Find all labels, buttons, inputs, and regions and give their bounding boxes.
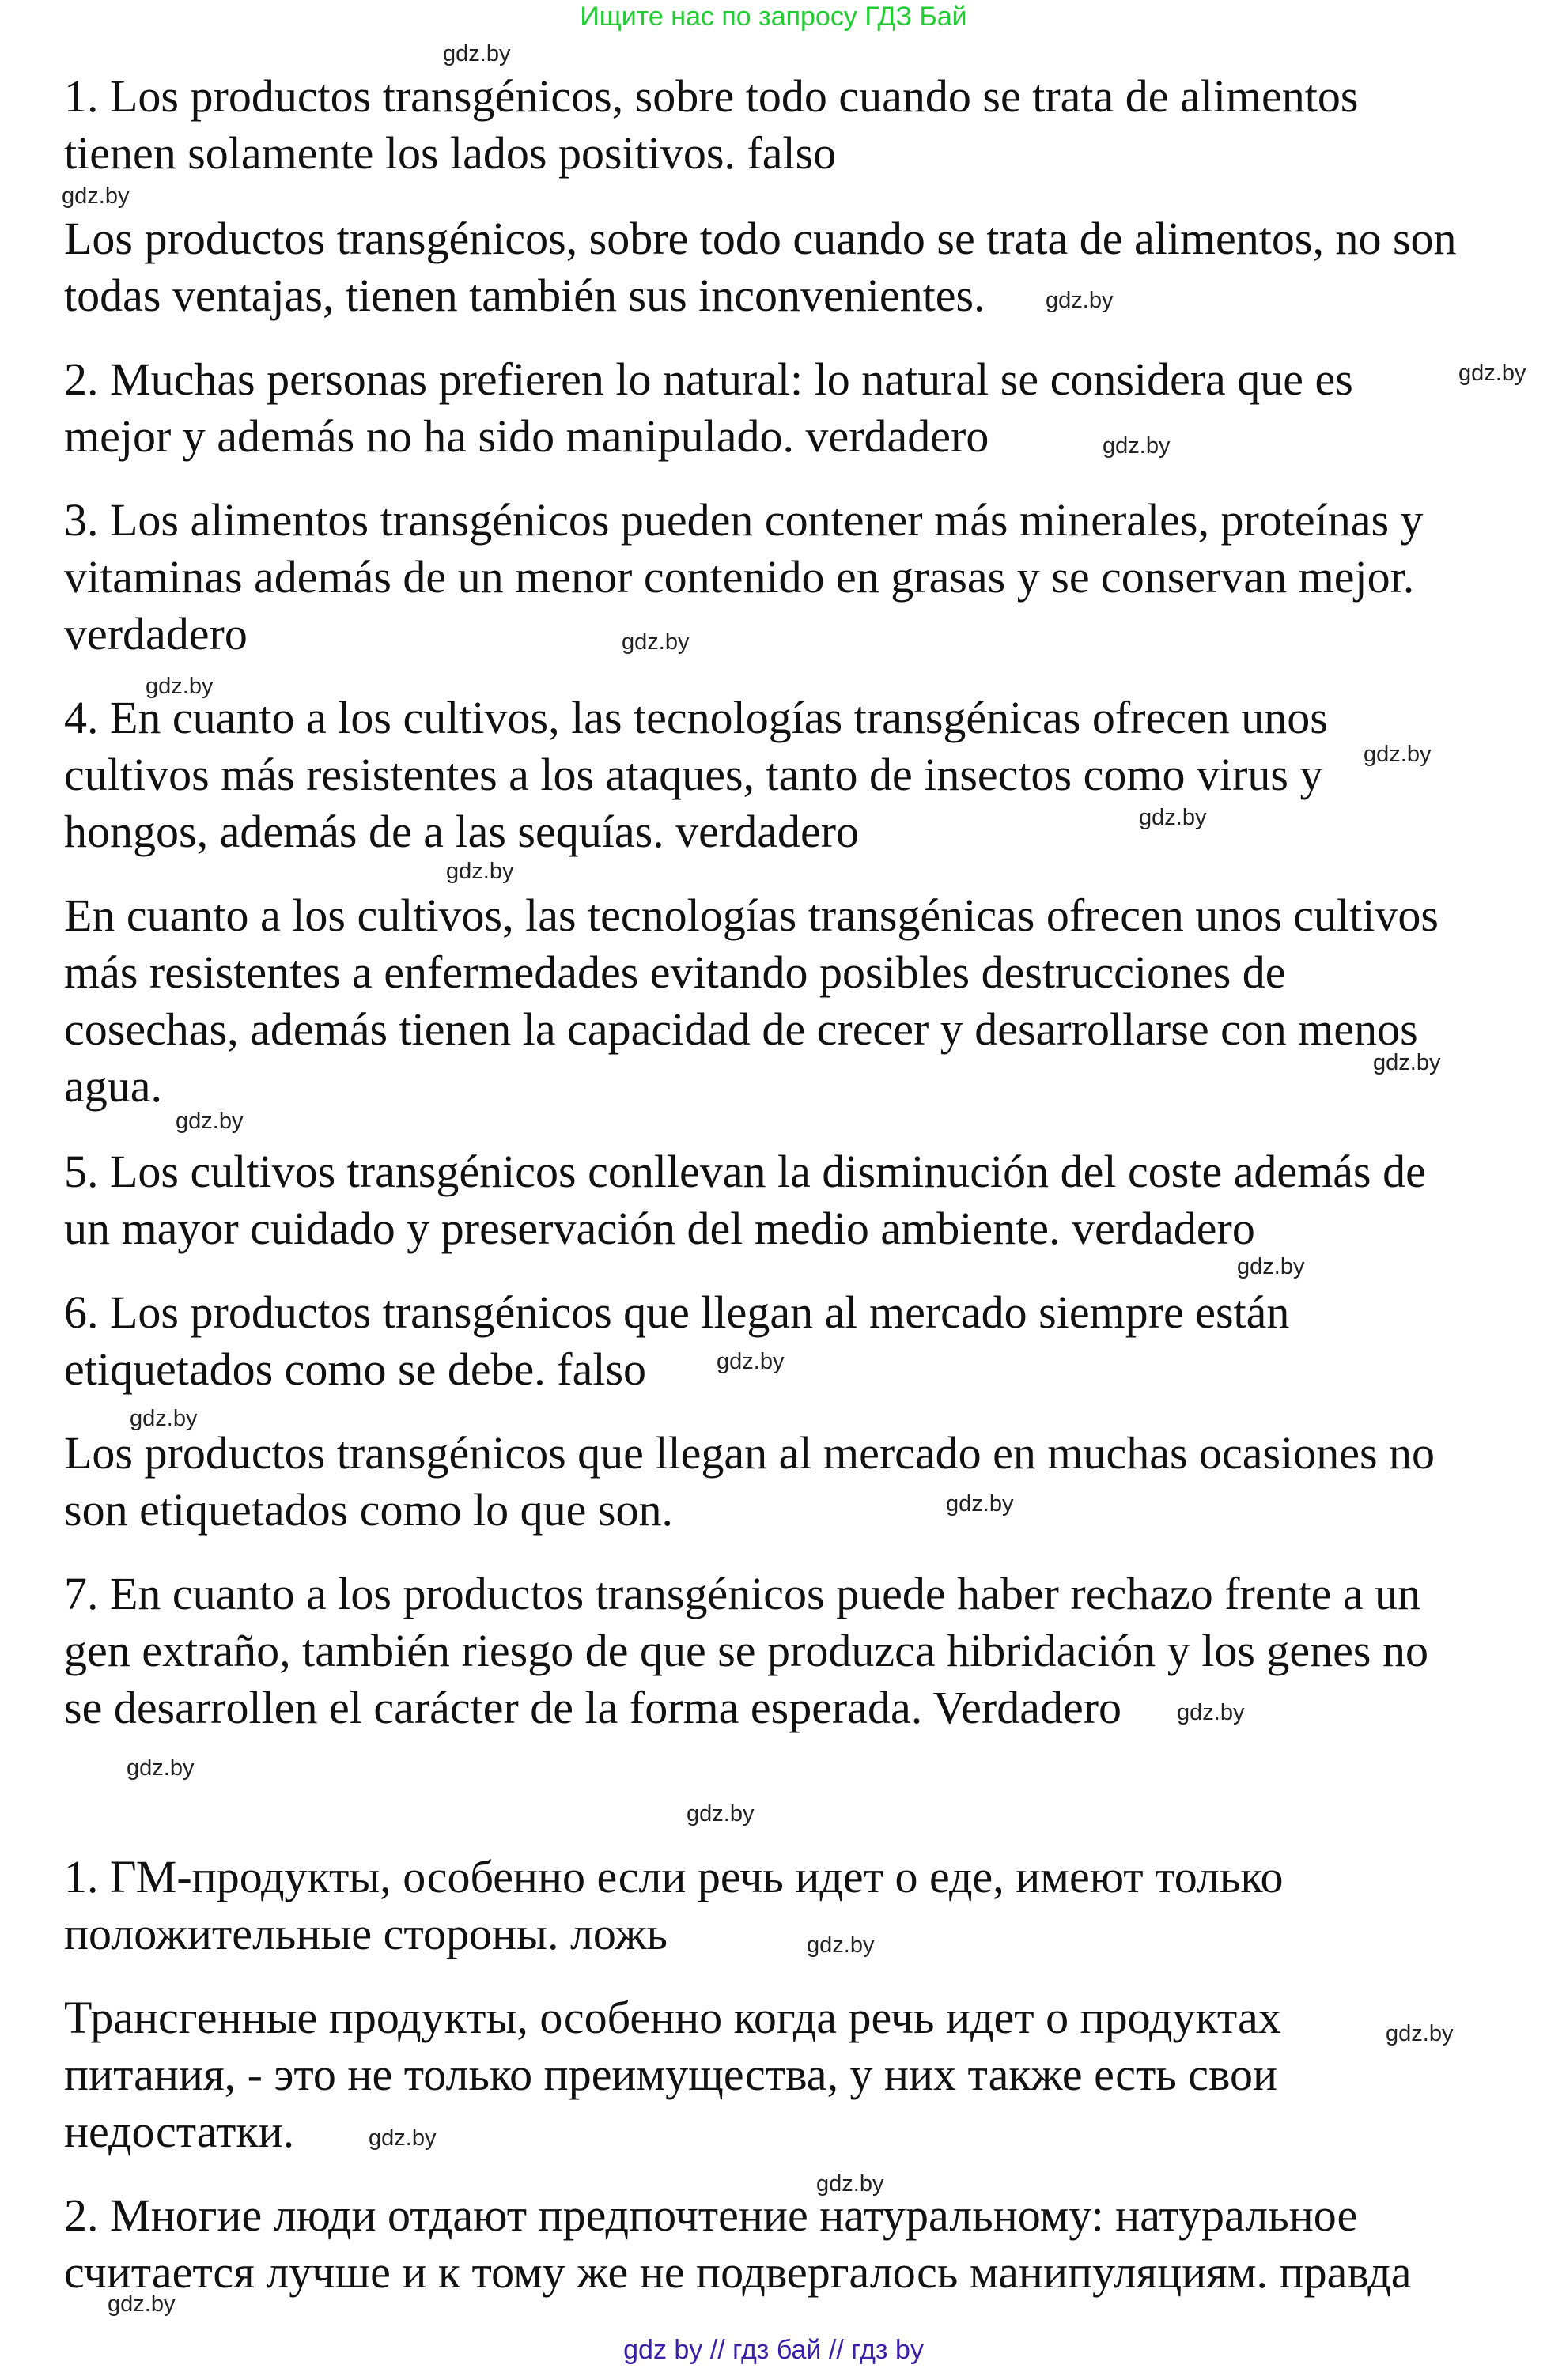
watermark: gdz.by — [127, 1755, 195, 1781]
line: cosechas, además tienen la capacidad de crecer y desarrollarse con menos — [64, 1003, 1418, 1055]
line: En cuanto a los cultivos, las tecnologías transgénicas ofrecen unos cultivos — [64, 890, 1439, 941]
paragraph-es-1-correction — [64, 210, 1457, 324]
line: son etiquetados como lo que son. — [64, 1484, 674, 1536]
watermark: gdz.by — [687, 1801, 755, 1827]
watermark: gdz.by — [717, 1349, 785, 1374]
line: se desarrollen el carácter de la forma esperada. Verdadero — [64, 1682, 1122, 1733]
watermark: gdz.by — [62, 183, 130, 209]
paragraph-ru-2 — [64, 2187, 1412, 2301]
watermark: gdz.by — [1046, 288, 1114, 313]
line: недостатки. — [64, 2106, 295, 2157]
watermark: gdz.by — [1139, 805, 1207, 830]
watermark: gdz.by — [1386, 2021, 1454, 2046]
watermark: gdz.by — [130, 1406, 198, 1431]
line: 1. Los productos transgénicos, sobre todo cuando se trata de alimentos — [64, 70, 1359, 122]
watermark: gdz.by — [146, 674, 214, 699]
watermark: gdz.by — [807, 1932, 875, 1958]
line: cultivos más resistentes a los ataques, tanto de insectos como virus y — [64, 749, 1323, 800]
line: gen extraño, también riesgo de que se produzca hibridación y los genes no — [64, 1625, 1428, 1676]
line: mejor y además no ha sido manipulado. verdadero — [64, 410, 989, 462]
watermark: gdz.by — [1237, 1254, 1305, 1279]
line: Los productos transgénicos que llegan al mercado en muchas ocasiones no — [64, 1427, 1435, 1479]
line: verdadero — [64, 608, 248, 659]
footer-links[interactable]: gdz by // гдз бай // гдз by — [623, 2335, 924, 2365]
line: etiquetados como se debe. falso — [64, 1343, 647, 1395]
watermark: gdz.by — [816, 2171, 884, 2197]
line: agua. — [64, 1060, 162, 1112]
line: считается лучше и к тому же не подвергалось манипуляциям. правда — [64, 2246, 1412, 2298]
paragraph-es-5 — [64, 1143, 1426, 1257]
line: Los productos transgénicos, sobre todo cuando se trata de alimentos, no son — [64, 213, 1457, 264]
paragraph-ru-1-statement — [64, 1849, 1284, 1963]
watermark: gdz.by — [1458, 361, 1526, 386]
watermark: gdz.by — [622, 629, 690, 655]
watermark: gdz.by — [369, 2125, 437, 2151]
line: 3. Los alimentos transgénicos pueden contener más minerales, proteínas y — [64, 494, 1424, 546]
paragraph-es-4-correction — [64, 887, 1439, 1115]
line: Трансгенные продукты, особенно когда речь идет о продуктах — [64, 1992, 1281, 2043]
line: 5. Los cultivos transgénicos conllevan la disminución del coste además de — [64, 1146, 1426, 1197]
line: питания, - это не только преимущества, у них также есть свои — [64, 2049, 1278, 2100]
watermark: gdz.by — [1103, 433, 1171, 459]
line: положительные стороны. ложь — [64, 1908, 668, 1959]
line: 7. En cuanto a los productos transgénicos puede haber rechazo frente a un — [64, 1568, 1421, 1619]
line: un mayor cuidado y preservación del medio ambiente. verdadero — [64, 1203, 1255, 1254]
line: tienen solamente los lados positivos. falso — [64, 127, 837, 179]
paragraph-es-6-correction — [64, 1425, 1435, 1539]
watermark: gdz.by — [1373, 1050, 1441, 1075]
line: todas ventajas, tienen también sus inconvenientes. — [64, 270, 985, 321]
line: hongos, además de a las sequías. verdadero — [64, 806, 860, 857]
watermark: gdz.by — [443, 41, 511, 66]
watermark: gdz.by — [176, 1109, 244, 1134]
line: 4. En cuanto a los cultivos, las tecnologías transgénicas ofrecen unos — [64, 692, 1328, 743]
watermark: gdz.by — [1177, 1700, 1245, 1725]
line: 1. ГМ-продукты, особенно если речь идет о еде, имеют только — [64, 1851, 1284, 1902]
line: 2. Muchas personas prefieren lo natural: lo natural se considera que es — [64, 353, 1353, 405]
watermark: gdz.by — [946, 1491, 1014, 1517]
line: 6. Los productos transgénicos que llegan al mercado siempre están — [64, 1286, 1290, 1338]
paragraph-ru-1-correction — [64, 1989, 1281, 2160]
watermark: gdz.by — [108, 2291, 176, 2317]
paragraph-es-3 — [64, 492, 1424, 663]
line: 2. Многие люди отдают предпочтение натуральному: натуральное — [64, 2189, 1358, 2241]
paragraph-es-4-statement — [64, 689, 1328, 860]
line: vitaminas además de un menor contenido en grasas y se conservan mejor. — [64, 551, 1415, 603]
top-banner[interactable]: Ищите нас по запросу ГДЗ Бай — [580, 2, 967, 32]
paragraph-es-1-statement — [64, 68, 1359, 182]
paragraph-es-6-statement — [64, 1284, 1289, 1398]
watermark: gdz.by — [1364, 742, 1432, 767]
watermark: gdz.by — [446, 859, 514, 884]
line: más resistentes a enfermedades evitando posibles destrucciones de — [64, 946, 1286, 998]
